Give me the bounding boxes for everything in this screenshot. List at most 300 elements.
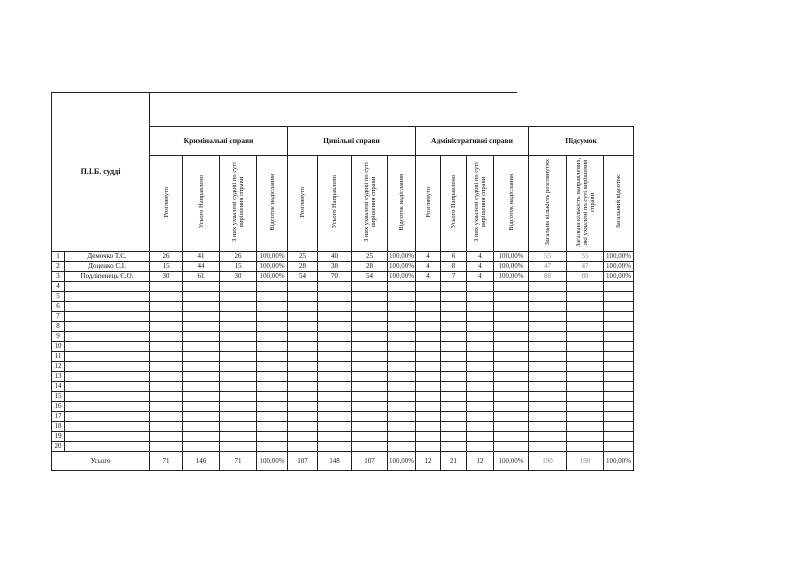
table-cell bbox=[416, 431, 441, 441]
table-cell bbox=[388, 291, 416, 301]
table-cell bbox=[494, 381, 529, 391]
column-header bbox=[352, 155, 388, 251]
table-cell bbox=[529, 321, 567, 331]
total-cell: 100,00% bbox=[257, 451, 288, 470]
table-cell bbox=[416, 341, 441, 351]
judge-name-header: П.І.Б. судді bbox=[52, 93, 150, 252]
table-cell bbox=[441, 321, 467, 331]
table-cell bbox=[567, 391, 604, 401]
group-criminal-header: Кримінальні справи bbox=[150, 126, 288, 155]
table-cell bbox=[318, 431, 352, 441]
table-row bbox=[52, 331, 634, 341]
table-cell bbox=[352, 321, 388, 331]
table-cell bbox=[441, 441, 467, 451]
judge-name-cell bbox=[65, 311, 150, 321]
table-cell: 100,00% bbox=[388, 272, 415, 280]
table-cell bbox=[494, 401, 529, 411]
table-cell bbox=[150, 281, 183, 291]
judge-name-cell: Доценко С.І. bbox=[65, 261, 150, 271]
table-cell: 100,00% bbox=[494, 271, 529, 281]
table-cell bbox=[257, 321, 288, 331]
judge-name-cell: Подліпенець Є.О. bbox=[65, 271, 150, 281]
table-cell bbox=[604, 331, 634, 341]
table-cell bbox=[257, 381, 288, 391]
table-cell: 38 bbox=[318, 261, 352, 271]
table-cell bbox=[318, 411, 352, 421]
table-cell bbox=[494, 301, 529, 311]
table-row bbox=[52, 311, 634, 321]
table-row bbox=[52, 401, 634, 411]
table-cell: 4 bbox=[467, 271, 494, 281]
table-cell: 54 bbox=[288, 271, 318, 281]
table-cell bbox=[183, 381, 220, 391]
total-cell: 100,00% bbox=[604, 451, 634, 470]
table-row bbox=[52, 421, 634, 431]
table-cell bbox=[441, 341, 467, 351]
table-cell bbox=[352, 421, 388, 431]
table-cell bbox=[441, 411, 467, 421]
table-cell bbox=[318, 361, 352, 371]
table-cell bbox=[352, 281, 388, 291]
total-cell: 100,00% bbox=[388, 451, 416, 470]
table-cell bbox=[388, 351, 416, 361]
table-cell bbox=[441, 331, 467, 341]
table-cell: 4 bbox=[416, 261, 441, 271]
table-cell bbox=[288, 301, 318, 311]
table-cell bbox=[604, 411, 634, 421]
table-cell bbox=[352, 391, 388, 401]
table-cell bbox=[416, 411, 441, 421]
table-cell bbox=[567, 321, 604, 331]
judge-name-cell bbox=[65, 411, 150, 421]
column-header-label: Усього Направлено bbox=[331, 175, 339, 229]
table-cell bbox=[467, 391, 494, 401]
table-cell bbox=[567, 341, 604, 351]
table-cell bbox=[288, 431, 318, 441]
table-cell: 25 bbox=[288, 251, 318, 261]
table-cell: 15 bbox=[150, 261, 183, 271]
table-row bbox=[52, 251, 634, 261]
table-cell bbox=[220, 381, 257, 391]
table-cell bbox=[416, 371, 441, 381]
table-cell bbox=[388, 321, 416, 331]
table-cell bbox=[220, 341, 257, 351]
table-cell bbox=[604, 321, 634, 331]
column-header-label: Усього Направлено bbox=[450, 175, 458, 229]
judge-name-cell bbox=[65, 341, 150, 351]
judge-name-cell bbox=[65, 381, 150, 391]
table-cell bbox=[441, 301, 467, 311]
column-header-label: З них ухвалені судові по суті вирішення справи bbox=[231, 162, 246, 242]
table-cell bbox=[467, 371, 494, 381]
table-row bbox=[52, 281, 634, 291]
table-row bbox=[52, 381, 634, 391]
table-cell bbox=[567, 281, 604, 291]
table-cell bbox=[352, 301, 388, 311]
total-row bbox=[52, 451, 634, 470]
table-cell: 41 bbox=[183, 251, 220, 261]
table-cell bbox=[467, 331, 494, 341]
table-cell bbox=[288, 311, 318, 321]
table-cell bbox=[352, 351, 388, 361]
table-cell bbox=[441, 351, 467, 361]
table-cell bbox=[220, 401, 257, 411]
table-cell bbox=[220, 321, 257, 331]
table-cell bbox=[604, 391, 634, 401]
table-cell: 44 bbox=[183, 261, 220, 271]
table-cell bbox=[257, 421, 288, 431]
table-cell bbox=[567, 421, 604, 431]
table-cell bbox=[416, 311, 441, 321]
table-cell bbox=[604, 301, 634, 311]
row-number: 16 bbox=[52, 401, 65, 411]
table-cell bbox=[183, 401, 220, 411]
table-cell bbox=[604, 441, 634, 451]
table-cell bbox=[220, 441, 257, 451]
row-number: 8 bbox=[52, 321, 65, 331]
table-cell bbox=[388, 421, 416, 431]
table-cell bbox=[529, 301, 567, 311]
column-header bbox=[318, 155, 352, 251]
table-cell bbox=[416, 421, 441, 431]
table-cell: 100,00% bbox=[257, 251, 288, 261]
table-cell bbox=[220, 421, 257, 431]
table-cell bbox=[318, 421, 352, 431]
header-blank-band bbox=[150, 93, 634, 127]
table-cell: 100,00% bbox=[494, 261, 529, 271]
table-cell bbox=[441, 291, 467, 301]
table-cell bbox=[441, 311, 467, 321]
table-row bbox=[52, 321, 634, 331]
row-number: 20 bbox=[52, 441, 65, 451]
column-header bbox=[567, 155, 604, 251]
table-cell bbox=[416, 391, 441, 401]
table-cell: 7 bbox=[441, 271, 467, 281]
table-cell bbox=[150, 391, 183, 401]
table-cell bbox=[529, 401, 567, 411]
judge-name-cell bbox=[65, 291, 150, 301]
table-cell bbox=[318, 371, 352, 381]
table-cell: 100,00% bbox=[494, 251, 529, 261]
group-civil-header: Цивільні справи bbox=[288, 126, 416, 155]
table-cell bbox=[388, 331, 416, 341]
table-cell bbox=[288, 401, 318, 411]
table-cell bbox=[441, 391, 467, 401]
table-cell bbox=[318, 391, 352, 401]
table-cell: 70 bbox=[318, 271, 352, 281]
table-cell bbox=[529, 431, 567, 441]
column-header bbox=[220, 155, 257, 251]
table-cell bbox=[567, 381, 604, 391]
table-cell: 55 bbox=[567, 251, 604, 261]
table-row bbox=[52, 411, 634, 421]
table-cell bbox=[441, 281, 467, 291]
table-cell bbox=[318, 281, 352, 291]
table-cell bbox=[318, 291, 352, 301]
column-header-label: З них ухвалені судові по суті вирішення справи bbox=[473, 162, 488, 242]
table-cell bbox=[150, 341, 183, 351]
table-cell bbox=[288, 341, 318, 351]
table-cell bbox=[288, 421, 318, 431]
table-cell bbox=[388, 411, 416, 421]
table-cell bbox=[257, 431, 288, 441]
judge-name-cell bbox=[65, 421, 150, 431]
table-cell bbox=[257, 441, 288, 451]
table-cell: 40 bbox=[318, 251, 352, 261]
table-cell bbox=[604, 431, 634, 441]
total-cell: 146 bbox=[183, 451, 220, 470]
table-cell bbox=[467, 351, 494, 361]
total-cell: 148 bbox=[318, 451, 352, 470]
table-cell bbox=[220, 331, 257, 341]
table-cell bbox=[604, 371, 634, 381]
table-cell bbox=[529, 421, 567, 431]
table-cell bbox=[494, 321, 529, 331]
table-cell bbox=[416, 321, 441, 331]
table-cell bbox=[150, 421, 183, 431]
row-number: 6 bbox=[52, 301, 65, 311]
table-cell bbox=[150, 401, 183, 411]
table-cell bbox=[183, 331, 220, 341]
table-cell bbox=[416, 351, 441, 361]
table-cell bbox=[183, 311, 220, 321]
table-cell bbox=[288, 351, 318, 361]
table-cell bbox=[150, 321, 183, 331]
table-cell: 28 bbox=[352, 261, 388, 271]
table-cell bbox=[416, 361, 441, 371]
column-header-label: Розглянуто bbox=[162, 186, 170, 218]
table-row bbox=[52, 341, 634, 351]
table-cell bbox=[416, 291, 441, 301]
table-cell bbox=[494, 341, 529, 351]
table-cell bbox=[416, 401, 441, 411]
table-cell bbox=[257, 371, 288, 381]
table-cell bbox=[150, 301, 183, 311]
row-number: 18 bbox=[52, 421, 65, 431]
table-cell: 25 bbox=[352, 251, 388, 261]
column-header-label: З них ухвалені судові по суті вирішення справи bbox=[362, 162, 377, 242]
table-cell bbox=[352, 441, 388, 451]
table-cell bbox=[467, 341, 494, 351]
judge-name-cell bbox=[65, 281, 150, 291]
table-cell: 30 bbox=[150, 271, 183, 281]
group-summary-header: Підсумок bbox=[529, 126, 634, 155]
row-number: 17 bbox=[52, 411, 65, 421]
table-cell bbox=[150, 351, 183, 361]
judges-statistics-table bbox=[51, 92, 634, 471]
table-cell: 30 bbox=[220, 271, 257, 281]
table-cell bbox=[567, 291, 604, 301]
table-cell bbox=[220, 371, 257, 381]
judge-name-cell bbox=[65, 391, 150, 401]
table-cell bbox=[352, 291, 388, 301]
table-cell bbox=[150, 381, 183, 391]
table-cell: 26 bbox=[220, 251, 257, 261]
table-cell bbox=[352, 341, 388, 351]
table-cell bbox=[441, 421, 467, 431]
table-cell bbox=[388, 341, 416, 351]
table-cell bbox=[150, 371, 183, 381]
table-cell bbox=[494, 361, 529, 371]
table-cell bbox=[150, 361, 183, 371]
table-cell: 61 bbox=[183, 271, 220, 281]
table-cell: 26 bbox=[150, 251, 183, 261]
row-number: 1 bbox=[52, 251, 65, 261]
table-cell: 100,00% bbox=[604, 271, 634, 281]
table-cell bbox=[494, 281, 529, 291]
column-header bbox=[604, 155, 634, 251]
group-administrative-header: Адміністративні справи bbox=[416, 126, 529, 155]
table-cell bbox=[220, 281, 257, 291]
table-cell: 15 bbox=[220, 261, 257, 271]
judge-name-cell bbox=[65, 401, 150, 411]
total-cell: 100,00% bbox=[494, 451, 529, 470]
total-cell: 12 bbox=[467, 451, 494, 470]
table-cell bbox=[288, 441, 318, 451]
column-header bbox=[183, 155, 220, 251]
table-cell bbox=[529, 441, 567, 451]
table-cell bbox=[183, 281, 220, 291]
table-cell bbox=[150, 411, 183, 421]
table-cell bbox=[529, 381, 567, 391]
table-cell bbox=[352, 401, 388, 411]
table-cell bbox=[352, 411, 388, 421]
table-cell bbox=[288, 361, 318, 371]
row-number: 19 bbox=[52, 431, 65, 441]
table-row bbox=[52, 431, 634, 441]
table-cell bbox=[288, 381, 318, 391]
table-cell bbox=[388, 441, 416, 451]
column-header bbox=[529, 155, 567, 251]
table-cell bbox=[288, 281, 318, 291]
table-cell bbox=[604, 341, 634, 351]
table-cell: 47 bbox=[567, 261, 604, 271]
table-cell: 100,00% bbox=[604, 261, 634, 271]
table-cell bbox=[567, 361, 604, 371]
table-cell: 4 bbox=[467, 261, 494, 271]
column-header bbox=[388, 155, 416, 251]
table-cell bbox=[257, 341, 288, 351]
table-cell bbox=[352, 371, 388, 381]
table-cell bbox=[416, 301, 441, 311]
table-cell bbox=[220, 431, 257, 441]
table-cell bbox=[150, 431, 183, 441]
table-cell bbox=[257, 411, 288, 421]
total-cell: 107 bbox=[352, 451, 388, 470]
table-cell: 8 bbox=[441, 261, 467, 271]
table-cell bbox=[183, 321, 220, 331]
table-cell bbox=[257, 331, 288, 341]
table-cell: 54 bbox=[352, 271, 388, 281]
table-cell bbox=[604, 381, 634, 391]
table-cell bbox=[494, 351, 529, 361]
table-cell bbox=[257, 351, 288, 361]
table-cell bbox=[183, 421, 220, 431]
table-cell bbox=[220, 361, 257, 371]
table-cell: 4 bbox=[416, 251, 441, 261]
table-cell bbox=[318, 441, 352, 451]
table-cell bbox=[352, 361, 388, 371]
table-cell bbox=[529, 361, 567, 371]
table-cell bbox=[183, 441, 220, 451]
table-cell: 6 bbox=[441, 251, 467, 261]
table-cell bbox=[257, 361, 288, 371]
table-cell bbox=[494, 391, 529, 401]
table-cell bbox=[467, 421, 494, 431]
table-cell bbox=[257, 311, 288, 321]
table-cell bbox=[441, 371, 467, 381]
table-cell: 4 bbox=[467, 251, 494, 261]
table-cell bbox=[567, 351, 604, 361]
row-number: 3 bbox=[52, 271, 65, 281]
table-cell bbox=[220, 311, 257, 321]
table-cell bbox=[604, 281, 634, 291]
judge-name-cell bbox=[65, 321, 150, 331]
table-cell bbox=[529, 341, 567, 351]
table-cell bbox=[416, 331, 441, 341]
table-cell bbox=[183, 361, 220, 371]
table-cell bbox=[494, 441, 529, 451]
total-cell: 190 bbox=[529, 451, 567, 470]
table-cell: 88 bbox=[529, 271, 567, 281]
column-header-label: Відсоток надіслання bbox=[398, 173, 406, 231]
column-header-label: Відсоток надіслання bbox=[268, 173, 276, 231]
table-cell bbox=[441, 381, 467, 391]
table-cell bbox=[567, 401, 604, 411]
table-cell bbox=[318, 381, 352, 391]
table-cell bbox=[467, 381, 494, 391]
judge-name-cell bbox=[65, 351, 150, 361]
row-number: 2 bbox=[52, 261, 65, 271]
table-row bbox=[52, 351, 634, 361]
table-cell bbox=[529, 371, 567, 381]
table-cell bbox=[352, 431, 388, 441]
table-cell bbox=[257, 401, 288, 411]
table-cell bbox=[318, 341, 352, 351]
table-cell bbox=[318, 351, 352, 361]
table-cell bbox=[604, 401, 634, 411]
column-header-label: Розглянуто bbox=[424, 186, 432, 218]
table-cell bbox=[288, 411, 318, 421]
table-cell bbox=[467, 411, 494, 421]
table-cell bbox=[388, 361, 416, 371]
table-cell: 100,00% bbox=[257, 261, 288, 271]
table-row bbox=[52, 261, 634, 271]
total-cell: 190 bbox=[567, 451, 604, 470]
table-cell bbox=[288, 371, 318, 381]
table-cell bbox=[467, 321, 494, 331]
table-cell bbox=[288, 291, 318, 301]
judge-name-cell bbox=[65, 441, 150, 451]
table-cell bbox=[567, 331, 604, 341]
table-row bbox=[52, 441, 634, 451]
table-cell bbox=[467, 441, 494, 451]
table-cell bbox=[183, 391, 220, 401]
table-cell: 88 bbox=[567, 271, 604, 281]
table-cell bbox=[257, 291, 288, 301]
table-cell bbox=[288, 331, 318, 341]
table-cell bbox=[318, 331, 352, 341]
table-cell bbox=[352, 331, 388, 341]
table-cell bbox=[529, 351, 567, 361]
table-cell bbox=[494, 371, 529, 381]
table-cell bbox=[494, 331, 529, 341]
column-header-label: Відсоток надіслання bbox=[507, 173, 515, 231]
row-number: 13 bbox=[52, 371, 65, 381]
table-cell bbox=[257, 391, 288, 401]
table-cell bbox=[467, 291, 494, 301]
row-number: 11 bbox=[52, 351, 65, 361]
